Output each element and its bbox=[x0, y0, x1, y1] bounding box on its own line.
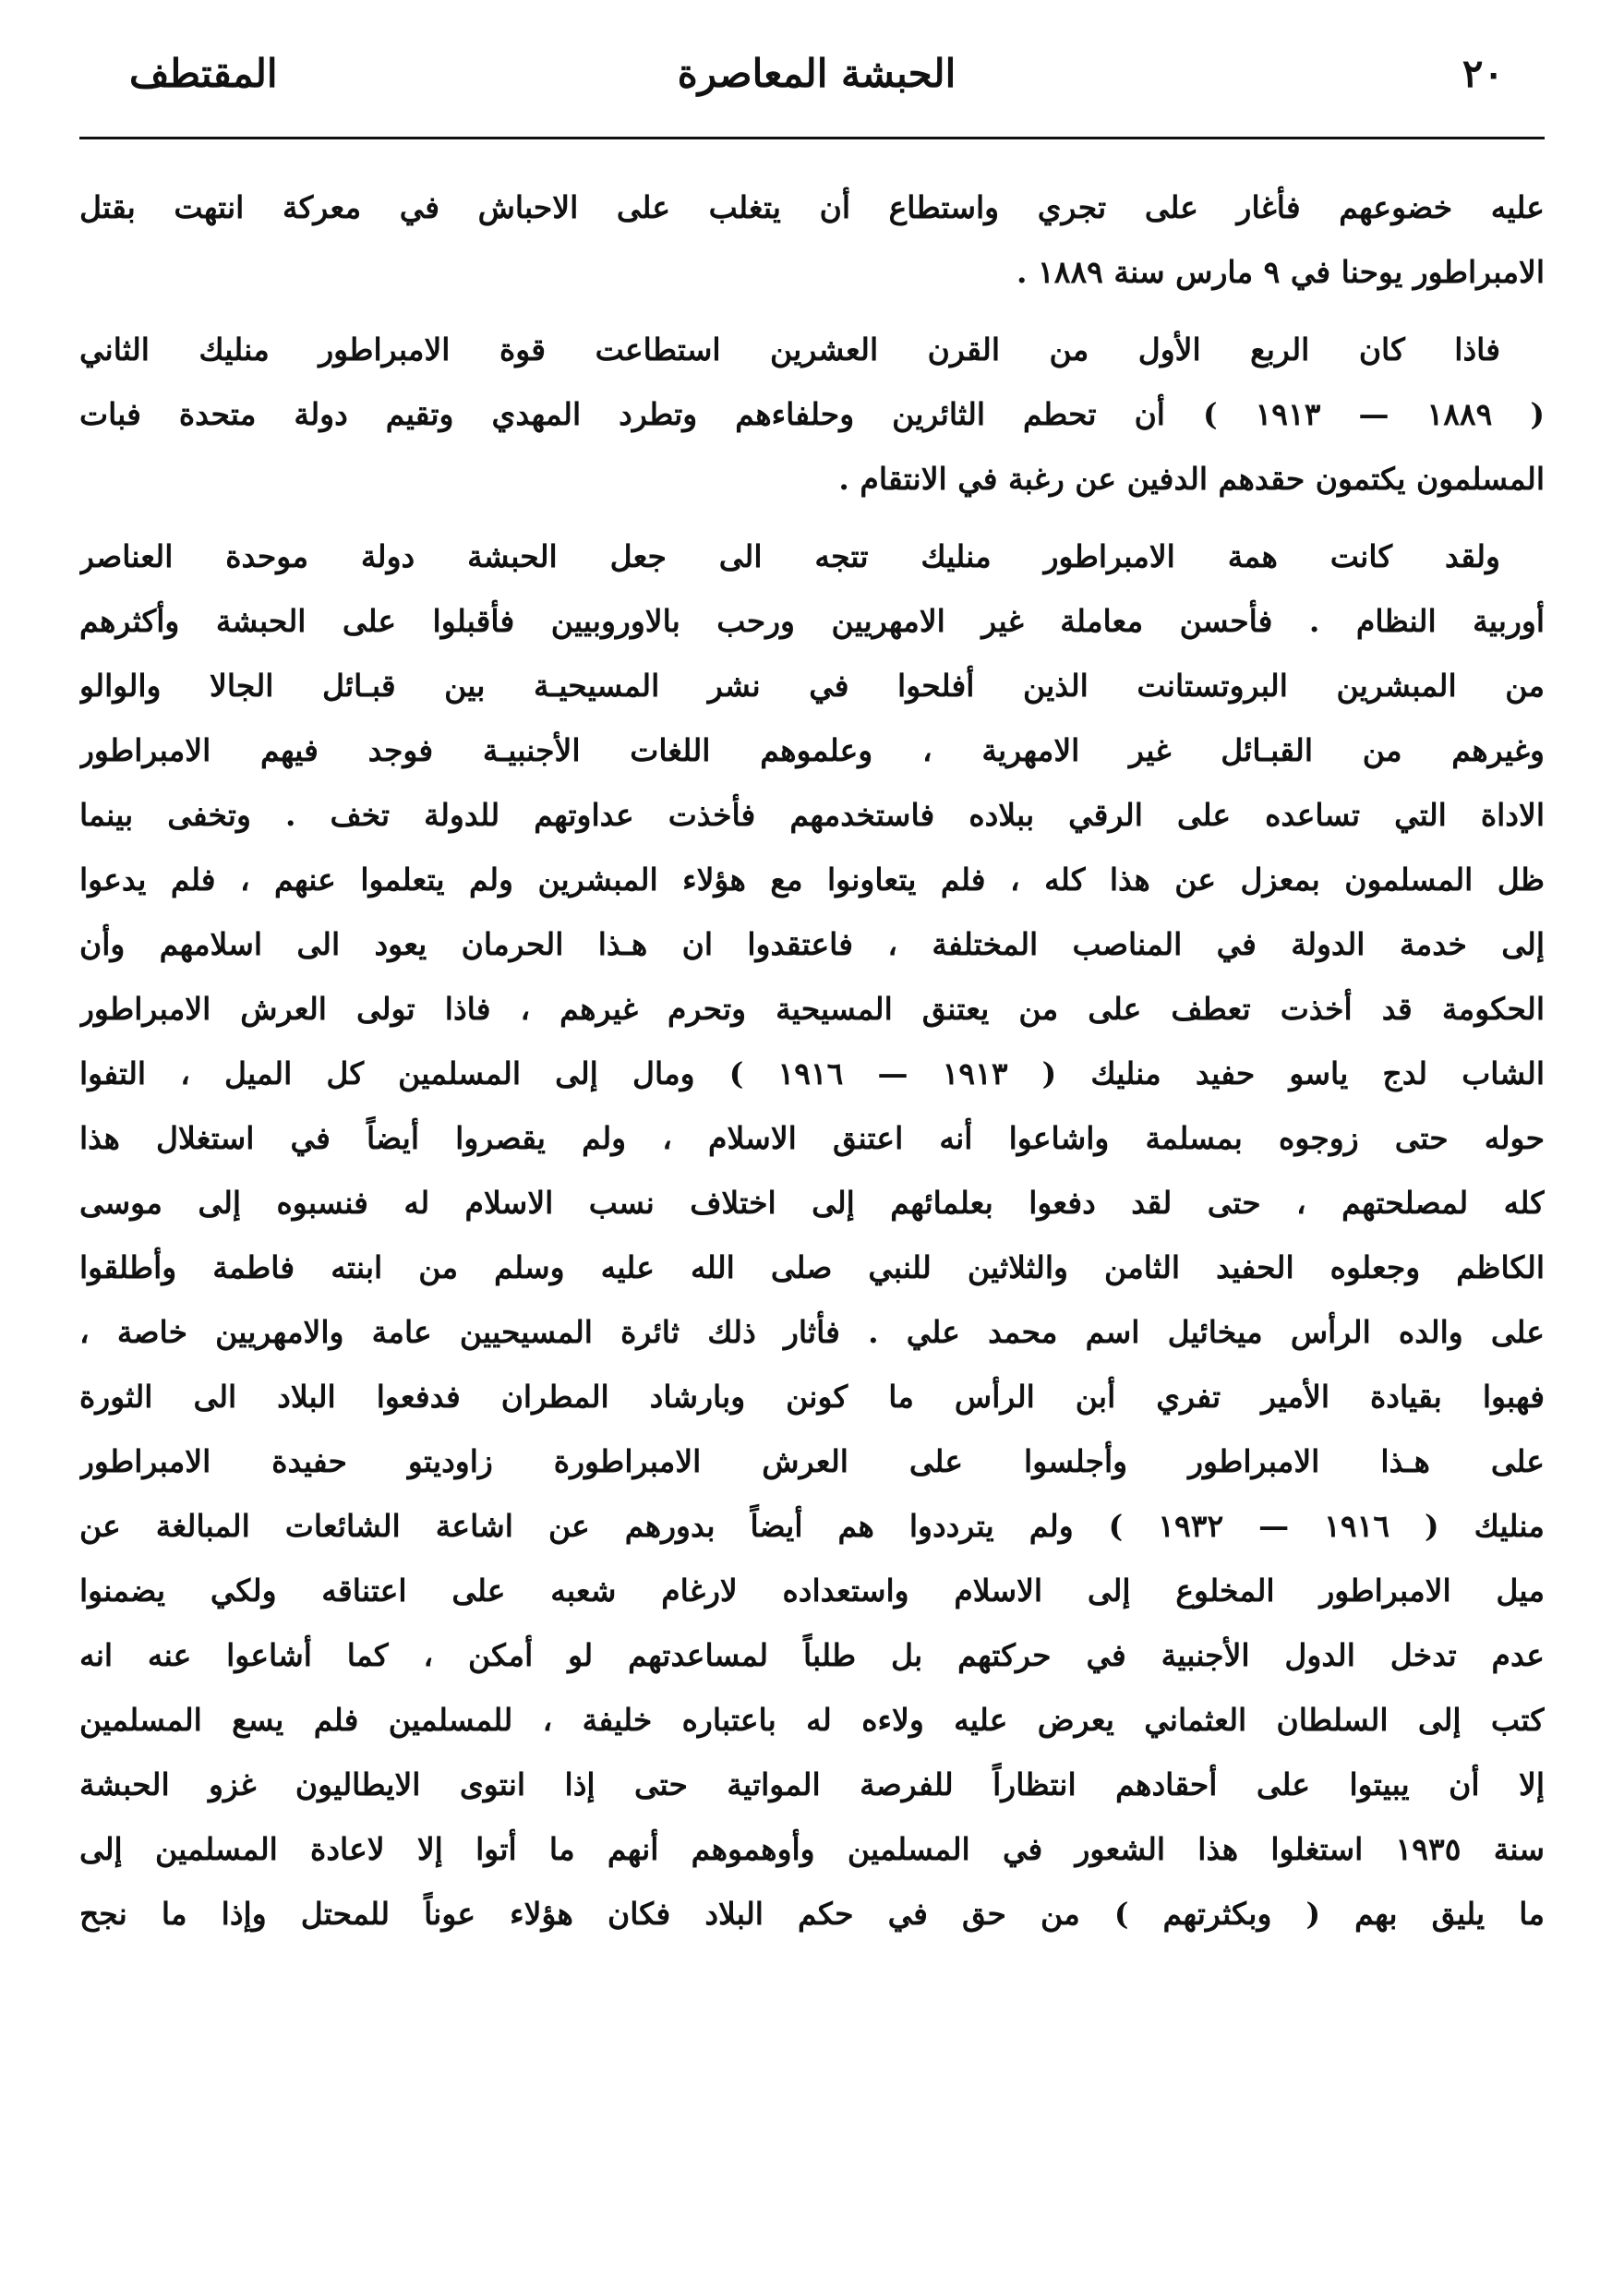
page-header bbox=[129, 37, 1504, 111]
text-line: كتب إلى السلطان العثماني يعرض عليه ولاءه له باعتباره خليفة ، للمسلمين فلم يسع المسلمين bbox=[79, 1702, 1545, 1738]
text-line: وغيرهم من القبـائل غير الامهرية ، وعلموهم اللغات الأجنبيـة فوجد فيهم الامبراطور bbox=[79, 732, 1545, 768]
paragraph bbox=[79, 175, 1545, 305]
text-line bbox=[79, 1946, 1545, 2011]
text-line: على والده الرأس ميخائيل اسم محمد علي . فأثار ذلك ثائرة المسيحيين عامة والامهريين خاصة ، bbox=[79, 1314, 1545, 1350]
text-line: فاذا كان الربع الأول من القرن العشرين استطاعت قوة الامبراطور منليك الثاني bbox=[79, 331, 1500, 368]
text-line: أوربية النظام . فأحسن معاملة غير الامهريين ورحب بالاوروبيين فأقبلوا على الحبشة وأكثرهم bbox=[79, 603, 1545, 639]
text-line: الاداة التي تساعده على الرقي ببلاده فاستخدمهم فأخذت عداوتهم للدولة تخف . وتخفى بينما bbox=[79, 797, 1545, 833]
header-rule bbox=[79, 137, 1545, 139]
text-line: الحكومة قد أخذت تعطف على من يعتنق المسيحية وتحرم غيرهم ، فاذا تولى العرش الامبراطور bbox=[79, 991, 1545, 1027]
text-line: كله لمصلحتهم ، حتى لقد دفعوا بعلمائهم إلى اختلاف نسب الاسلام له فنسبوه إلى موسى bbox=[79, 1185, 1545, 1221]
text-line: الكاظم وجعلوه الحفيد الثامن والثلاثين للنبي صلى الله عليه وسلم من ابنته فاطمة وأطلقوا bbox=[79, 1249, 1545, 1285]
text-line: ( ١٨٨٩ — ١٩١٣ ) أن تحطم الثائرين وحلفاءهم وتطرد المهدي وتقيم دولة متحدة فبات bbox=[79, 396, 1545, 432]
text-line: ظل المسلمون بمعزل عن هذا كله ، فلم يتعاونوا مع هؤلاء المبشرين ولم يتعلموا عنهم ، فلم يدعوا bbox=[79, 862, 1545, 898]
text-line: سنة ١٩٣٥ استغلوا هذا الشعور في المسلمين وأوهموهم أنهم ما أتوا إلا لاعادة المسلمين إلى bbox=[79, 1831, 1545, 1867]
text-line: ميل الامبراطور المخلوع إلى الاسلام واستعداده لارغام شعبه على اعتناقه ولكي يضمنوا bbox=[79, 1573, 1545, 1609]
text-line: الشاب لدج ياسو حفيد منليك ( ١٩١٣ — ١٩١٦ ) ومال إلى المسلمين كل الميل ، التفوا bbox=[79, 1055, 1545, 1091]
paragraph bbox=[79, 524, 1545, 2011]
text-line: عدم تدخل الدول الأجنبية في حركتهم بل طلباً لمساعدتهم لو أمكن ، كما أشاعوا عنه انه bbox=[79, 1637, 1545, 1673]
text-line: ما يليق بهم ( وبكثرتهم ) من حق في حكم البلاد فكان هؤلاء عوناً للمحتل وإذا ما نجح bbox=[79, 1896, 1545, 1932]
running-title: الحبشة المعاصرة bbox=[677, 51, 956, 96]
text-line: منليك ( ١٩١٦ — ١٩٣٢ ) ولم يترددوا هم أيضاً بدورهم عن اشاعة الشائعات المبالغة عن bbox=[79, 1508, 1545, 1544]
paragraph-gap bbox=[79, 512, 1545, 524]
text-line: إلى خدمة الدولة في المناصب المختلفة ، فاعتقدوا ان هـذا الحرمان يعود الى اسلامهم وأن bbox=[79, 926, 1545, 962]
journal-name: المقتطف bbox=[129, 51, 278, 96]
text-line: فهبوا بقيادة الأمير تفري أبن الرأس ما كونن وبارشاد المطران فدفعوا البلاد الى الثورة bbox=[79, 1379, 1545, 1415]
text-line: إلا أن يبيتوا على أحقادهم انتظاراً للفرصة المواتية حتى إذا انتوى الايطاليون غزو الحبشة bbox=[79, 1766, 1545, 1802]
text-line: عليه خضوعهم فأغار على تجري واستطاع أن يتغلب على الاحباش في معركة انتهت بقتل bbox=[79, 189, 1545, 225]
text-line: الامبراطور يوحنا في ٩ مارس سنة ١٨٨٩ . bbox=[1017, 254, 1545, 290]
text-line: على هـذا الامبراطور وأجلسوا على العرش الامبراطورة زاوديتو حفيدة الامبراطور bbox=[79, 1443, 1545, 1479]
text-line: حوله حتى زوجوه بمسلمة واشاعوا أنه اعتنق الاسلام ، ولم يقصروا أيضاً في استغلال هذا bbox=[79, 1120, 1545, 1156]
text-line: المسلمون يكتمون حقدهم الدفين عن رغبة في الانتقام . bbox=[838, 461, 1545, 497]
paragraph-gap bbox=[79, 305, 1545, 318]
text-line: ولقد كانت همة الامبراطور منليك تتجه الى جعل الحبشة دولة موحدة العناصر bbox=[79, 538, 1500, 574]
text-line: من المبشرين البروتستانت الذين أفلحوا في نشر المسيحيـة بين قبـائل الجالا والوالو bbox=[79, 668, 1545, 704]
page-number: ٢٠ bbox=[1462, 51, 1504, 96]
article-body bbox=[79, 175, 1545, 2011]
paragraph bbox=[79, 318, 1545, 512]
